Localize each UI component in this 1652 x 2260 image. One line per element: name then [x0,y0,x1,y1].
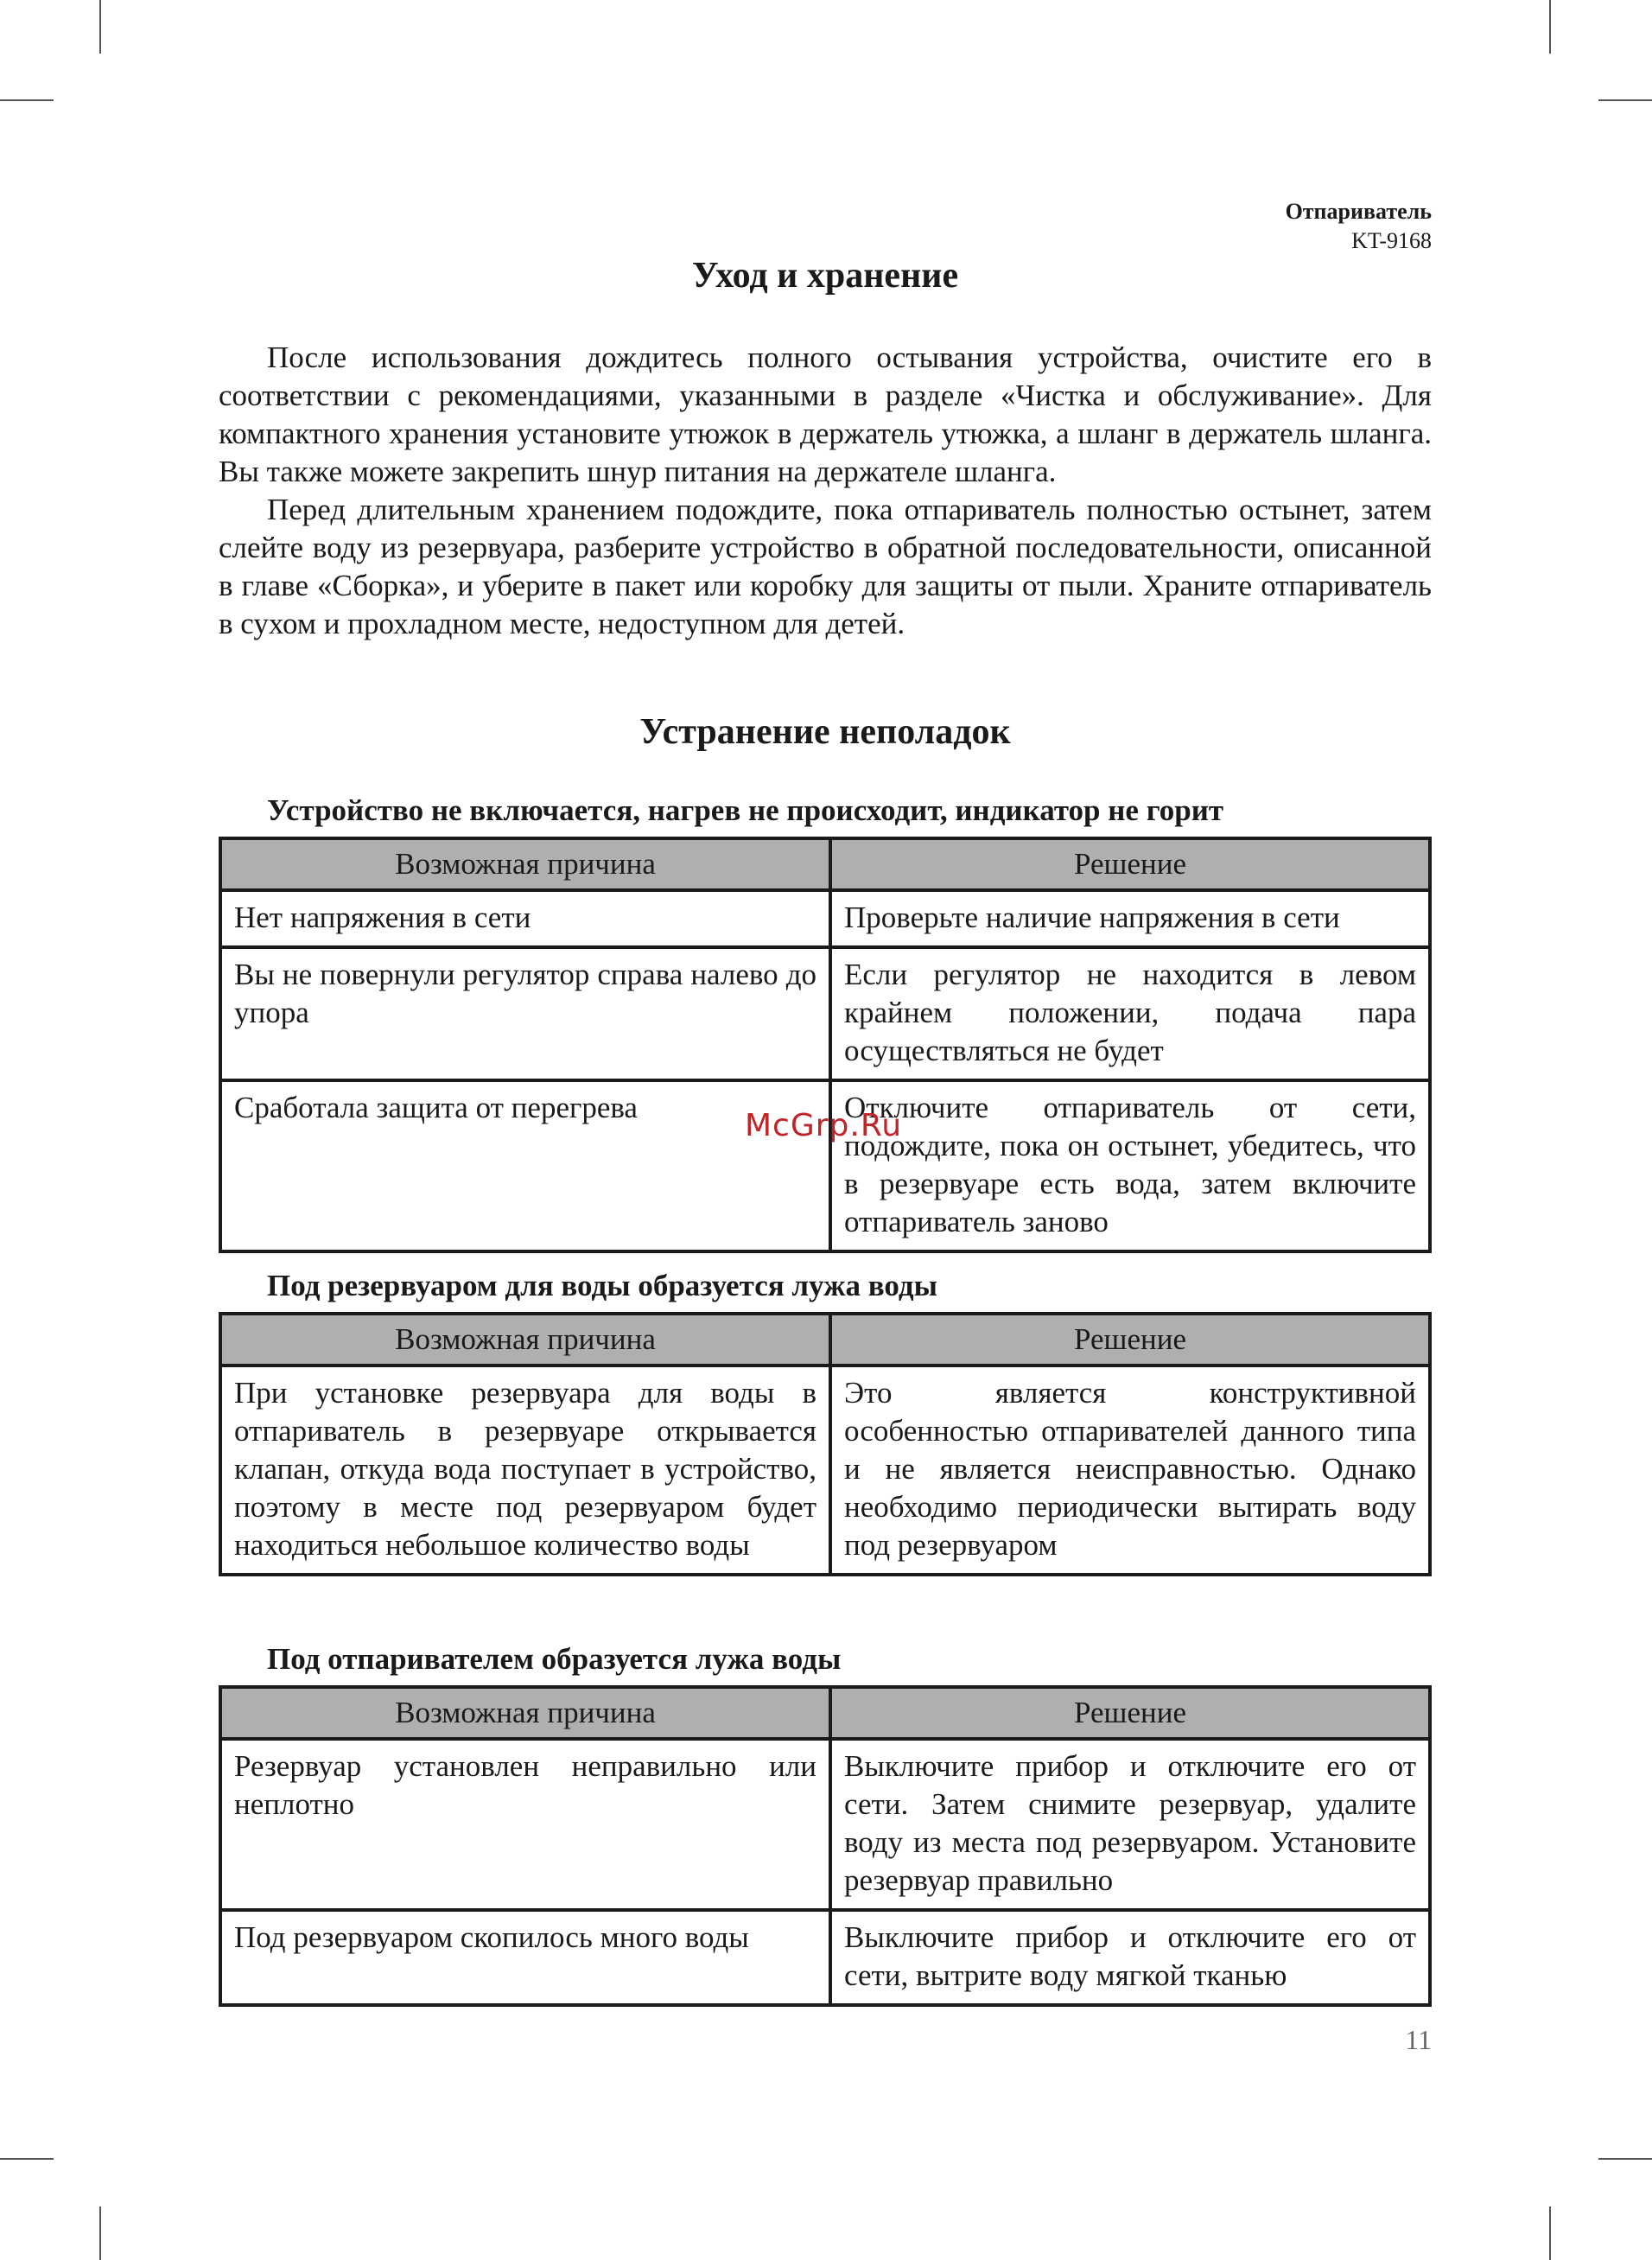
table-row [220,1739,1430,1910]
troubleshooting-table [219,1685,1432,2007]
page-number: 11 [1405,2024,1432,2055]
column-header-solution: Решение [830,838,1430,890]
column-header-solution: Решение [830,1687,1430,1739]
crop-mark [1549,2206,1551,2260]
column-header-cause: Возможная причина [220,1314,830,1366]
table-row [220,1080,1430,1251]
column-header-cause: Возможная причина [220,838,830,890]
crop-mark [1598,99,1652,101]
problem-heading: Устройство не включается, нагрев не происходит, индикатор не горит [267,793,1224,827]
cause-cell: Резервуар установлен неправильно или неплотно [220,1739,830,1910]
cause-cell: Под резервуаром скопилось много воды [220,1910,830,2005]
care-paragraph: После использования дождитесь полного остывания устройства, очистите его в соответствии с рекомендациями, указанными в разделе «Чистка и обслуживание». Для компактного хранения установите утюжок в держатель утюжка, а шланг в держатель шланга. Вы также можете закрепить шнур питания на держателе шланга. [219,341,1432,488]
crop-mark [1598,2158,1652,2160]
column-header-solution: Решение [830,1314,1430,1366]
solution-cell: Выключите прибор и отключите его от сети, вытрите воду мягкой тканью [830,1910,1430,2005]
table-header-row [220,1687,1430,1739]
watermark: McGrp.Ru [745,1108,903,1143]
cause-cell: Сработала защита от перегрева [220,1080,830,1251]
troubleshooting-table [219,1312,1432,1576]
table-header-row [220,838,1430,890]
care-title: Уход и хранение [691,256,959,296]
product-name: Отпариватель [1285,199,1432,224]
table-row [220,1366,1430,1575]
cause-cell: При установке резервуара для воды в отпариватель в резервуаре открывается клапан, откуда вода поступает в устройство, поэтому в месте под резервуаром будет находиться небольшое количество воды [220,1366,830,1575]
crop-mark [0,99,54,101]
crop-mark [0,2158,54,2160]
table-row [220,1910,1430,2005]
page-header [1286,197,1432,256]
solution-cell: Проверьте наличие напряжения в сети [830,890,1430,947]
troubleshooting-table [219,837,1432,1253]
cause-cell: Вы не повернули регулятор справа налево до упора [220,947,830,1080]
problem-heading: Под отпаривателем образуется лужа воды [267,1642,842,1676]
crop-mark [99,2206,101,2260]
care-text [219,339,1432,643]
table-row [220,890,1430,947]
table-header-row [220,1314,1430,1366]
crop-mark [1549,0,1551,54]
solution-cell: Это является конструктивной особенностью отпаривателей данного типа и не является неисправностью. Однако необходимо периодически вытирать воду под резервуаром [830,1366,1430,1575]
care-paragraph: Перед длительным хранением подождите, пока отпариватель полностью остынет, затем слейте воду из резервуара, разберите устройство в обратной последовательности, описанной в главе «Сборка», и уберите в пакет или коробку для защиты от пыли. Храните отпариватель в сухом и прохладном месте, недоступном для детей. [219,493,1432,640]
solution-cell: Если регулятор не находится в левом крайнем положении, подача пара осуществляться не будет [830,947,1430,1080]
crop-mark [99,0,101,54]
solution-cell: Отключите отпариватель от сети, подождите, пока он остынет, убедитесь, что в резервуаре есть вода, затем включите отпариватель заново [830,1080,1430,1251]
problem-heading: Под резервуаром для воды образуется лужа воды [267,1269,937,1302]
solution-cell: Выключите прибор и отключите его от сети. Затем снимите резервуар, удалите воду из места под резервуаром. Установите резервуар правильно [830,1739,1430,1910]
troubleshooting-title: Устранение неполадок [639,712,1011,752]
column-header-cause: Возможная причина [220,1687,830,1739]
cause-cell: Нет напряжения в сети [220,890,830,947]
model-number: KT-9168 [1351,228,1432,253]
table-row [220,947,1430,1080]
